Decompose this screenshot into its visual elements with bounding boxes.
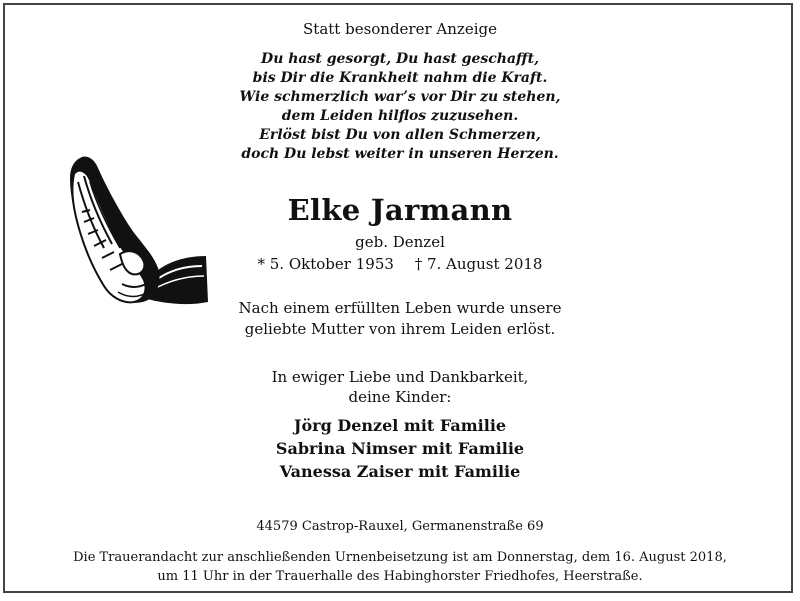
birth-date: * 5. Oktober 1953	[257, 255, 394, 273]
message-line: geliebte Mutter von ihrem Leiden erlöst.	[244, 320, 556, 338]
death-date: † 7. August 2018	[414, 255, 543, 273]
poem-line: Erlöst bist Du von allen Schmerzen,	[259, 127, 541, 143]
family-list	[0, 414, 800, 483]
life-dates	[0, 255, 800, 273]
thanks-line: In ewiger Liebe und Dankbarkeit,	[271, 368, 529, 386]
poem-line: Du hast gesorgt, Du hast geschafft,	[261, 51, 539, 67]
deceased-name: Elke Jarmann	[287, 193, 513, 227]
family-member: Vanessa Zaiser mit Familie	[279, 462, 521, 481]
notice-header: Statt besonderer Anzeige	[303, 20, 497, 38]
tribute-message	[0, 298, 800, 340]
family-member: Jörg Denzel mit Familie	[293, 416, 507, 435]
poem-line: Wie schmerzlich war’s vor Dir zu stehen,	[239, 89, 561, 105]
service-info	[0, 548, 800, 586]
thanks-text	[0, 367, 800, 407]
poem-line: doch Du lebst weiter in unseren Herzen.	[241, 146, 559, 162]
address: 44579 Castrop-Rauxel, Germanenstraße 69	[256, 519, 544, 534]
poem-line: dem Leiden hilflos zuzusehen.	[281, 108, 519, 124]
service-line: um 11 Uhr in der Trauerhalle des Habinghorster Friedhofes, Heerstraße.	[157, 569, 643, 584]
poem	[0, 50, 800, 164]
thanks-line: deine Kinder:	[348, 388, 452, 406]
family-member: Sabrina Nimser mit Familie	[275, 439, 525, 458]
praying-hands-icon	[60, 152, 210, 312]
service-line: Die Trauerandacht zur anschließenden Urnenbeisetzung ist am Donnerstag, dem 16. August 2018,	[73, 550, 727, 565]
message-line: Nach einem erfüllten Leben wurde unsere	[238, 299, 562, 317]
birth-name: geb. Denzel	[355, 233, 445, 251]
poem-line: bis Dir die Krankheit nahm die Kraft.	[252, 70, 548, 86]
